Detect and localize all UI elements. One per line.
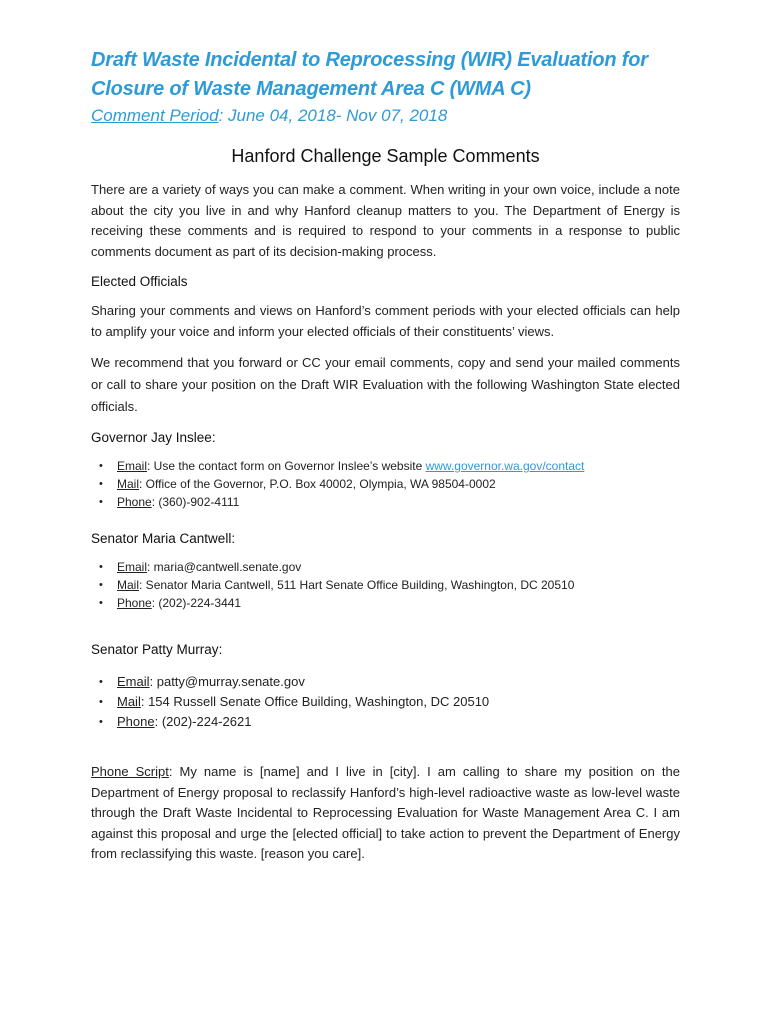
email-text: : Use the contact form on Governor Inslee’s website <box>147 459 426 473</box>
official-heading-cantwell <box>91 529 680 549</box>
email-text: : maria@cantwell.senate.gov <box>147 560 302 574</box>
document-title <box>91 46 680 104</box>
comment-period-dates: : June 04, 2018- Nov 07, 2018 <box>218 106 448 125</box>
official-heading-inslee <box>91 428 680 448</box>
email-label: Email <box>117 459 148 473</box>
contact-phone <box>99 594 680 612</box>
phone-label: Phone <box>117 495 152 509</box>
mail-label: Mail <box>117 578 140 592</box>
bullet-icon: • <box>99 561 103 573</box>
elected-paragraph-1: Sharing your comments and views on Hanford’s comment periods with your elected officials can help to amplify your voice and inform your elected officials of their constituents’ views. <box>91 303 680 339</box>
phone-label: Phone <box>117 596 152 610</box>
official-colon: : <box>218 642 223 657</box>
bullet-icon: • <box>99 676 103 688</box>
bullet-icon: • <box>99 716 103 728</box>
email-text: : patty@murray.senate.gov <box>149 674 305 689</box>
phone-text: : (360)-902-4111 <box>151 495 240 509</box>
bullet-icon: • <box>99 579 103 591</box>
contact-email <box>99 457 680 475</box>
phone-script-text: : My name is [name] and I live in [city]. I am calling to share my position on the Department of Energy proposal to reclassify Hanford’s high-level radioactive waste as low-level waste through the Draft Waste Incidental to Reprocessing Evaluation for Waste Management Area C. I am against this proposal and urge the [elected official] to take action to prevent the Department of Energy from reclassifying this waste. [reason you care]. <box>91 764 681 861</box>
phone-text: : (202)-224-2621 <box>154 714 252 729</box>
intro-paragraph: There are a variety of ways you can make a comment. When writing in your own voice, include a note about the city you live in and why Hanford cleanup matters to you. The Department of Energy is receiving these comments and is required to respond to your comments in a response to public comments document as part of its decision-making process. <box>91 182 680 259</box>
governor-contact-link[interactable]: www.governor.wa.gov/contact <box>425 459 585 473</box>
bullet-icon: • <box>99 597 103 609</box>
official-name: Governor Jay Inslee <box>91 430 212 445</box>
contact-mail <box>99 475 680 493</box>
mail-text: : Senator Maria Cantwell, 511 Hart Senate Office Building, Washington, DC 20510 <box>139 578 575 592</box>
document-page <box>91 46 680 865</box>
phone-script-label: Phone Script <box>91 764 169 779</box>
contact-mail <box>99 692 680 712</box>
mail-label: Mail <box>117 694 141 709</box>
section-title: Hanford Challenge Sample Comments <box>231 146 540 166</box>
bullet-icon: • <box>99 460 103 472</box>
contact-email <box>99 672 680 692</box>
elected-paragraph-2: We recommend that you forward or CC your email comments, copy and send your mailed comments or call to share your position on the Draft WIR Evaluation with the following Washington State elected officials. <box>91 355 680 414</box>
title-line-1: Draft Waste Incidental to Reprocessing (WIR) Evaluation for <box>91 49 648 71</box>
comment-period <box>91 104 680 128</box>
official-colon: : <box>211 430 216 445</box>
bullet-icon: • <box>99 478 103 490</box>
contact-email <box>99 558 680 576</box>
bullet-icon: • <box>99 696 103 708</box>
mail-text: : 154 Russell Senate Office Building, Washington, DC 20510 <box>140 694 490 709</box>
mail-text: : Office of the Governor, P.O. Box 40002, Olympia, WA 98504-0002 <box>139 477 496 491</box>
phone-script-paragraph <box>91 762 680 865</box>
email-label: Email <box>117 560 148 574</box>
bullet-icon: • <box>99 496 103 508</box>
mail-label: Mail <box>117 477 140 491</box>
email-label: Email <box>117 674 150 689</box>
title-line-2: Closure of Waste Management Area C (WMA C) <box>91 78 531 100</box>
elected-officials-heading: Elected Officials <box>91 274 188 289</box>
contact-list-murray <box>91 672 680 732</box>
contact-list-inslee <box>91 457 680 511</box>
phone-text: : (202)-224-3441 <box>151 596 242 610</box>
contact-phone <box>99 712 680 732</box>
official-name: Senator Patty Murray <box>91 642 219 657</box>
phone-label: Phone <box>117 714 155 729</box>
official-heading-murray <box>91 640 680 660</box>
contact-mail <box>99 576 680 594</box>
contact-list-cantwell <box>91 558 680 612</box>
comment-period-label: Comment Period <box>91 106 219 125</box>
official-name: Senator Maria Cantwell <box>91 531 232 546</box>
contact-phone <box>99 493 680 511</box>
official-colon: : <box>231 531 236 546</box>
